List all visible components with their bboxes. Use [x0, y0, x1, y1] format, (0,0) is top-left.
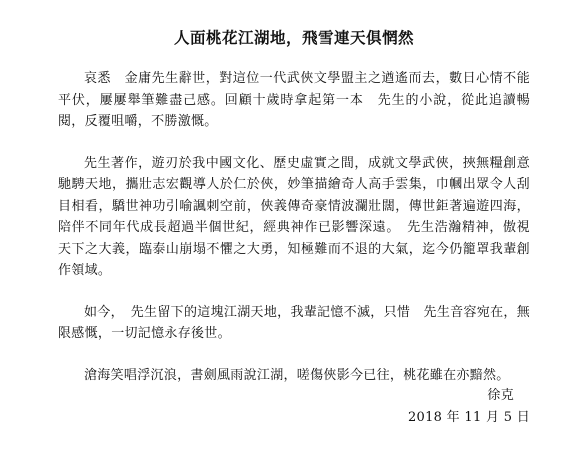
signature-name: 徐克: [487, 388, 514, 403]
signature-date: 2018 年 11 月 5 日: [407, 410, 530, 425]
paragraph-works: 先生著作，遊刃於我中國文化、歷史虛實之間，成就文學武俠，挾無糧創意馳騁天地，攜壯志宏觀導人於仁於俠，妙筆描繪奇人高手雲集，巾幗出眾令人刮目相看，驕世神功引喻諷刺空前，俠義傳奇豪情波瀾壯闊，傳世鉅著遍遊四海，陪伴不同年代成長超過半個世紀，經典神作已影響深遠。 先生浩瀚精神，傲視天下之大義，臨泰山崩塌不懼之大勇，知極難而不退的大氣，迄今仍籠罩我輩創作領域。: [58, 155, 530, 278]
paragraph-poem: 滄海笑唱浮沉浪，書劍風雨說江湖，嗟傷俠影今已往，桃花雖在亦黯然。: [84, 367, 510, 383]
paragraph-condolence: 哀悉 金庸先生辭世，對這位一代武俠文學盟主之遒遙而去，數日心情不能平伏，屢屢舉筆難盡己感。回顧十歲時拿起第一本 先生的小說，從此追讀暢閱，反覆咀嚼，不勝激慨。: [58, 71, 530, 129]
paragraph-legacy: 如今， 先生留下的這塊江湖天地，我輩記憶不滅，只惜 先生音容宛在，無限感慨，一切記憶永存後世。: [58, 304, 530, 341]
letter-title: 人面桃花江湖地，飛雪連天俱惘然: [173, 28, 414, 47]
